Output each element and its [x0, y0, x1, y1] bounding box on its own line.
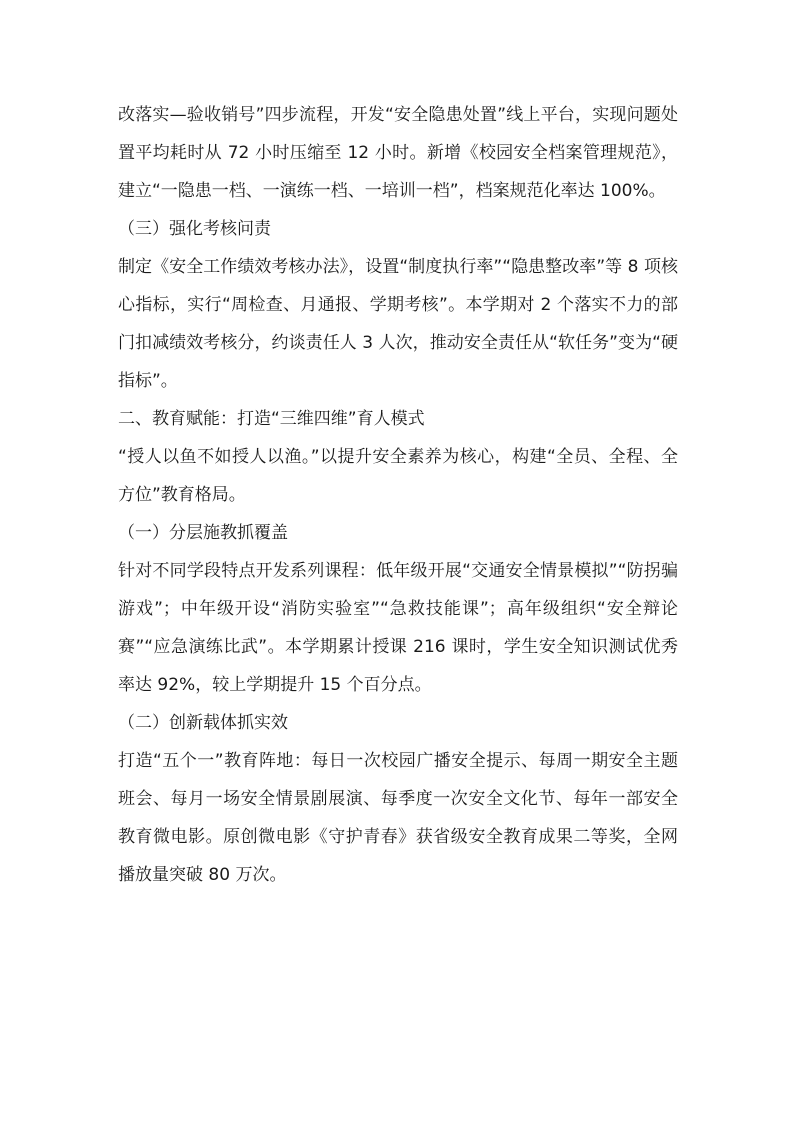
paragraph-body: 改落实—验收销号”四步流程，开发“安全隐患处置”线上平台，实现问题处置平均耗时从 72 小时压缩至 12 小时。新增《校园安全档案管理规范》，建立“一隐患一档、一演练一档、一培训一档”，档案规范化率达 100%。 [118, 105, 678, 201]
section-heading: 二、教育赋能：打造“三维四维”育人模式 [118, 409, 425, 429]
paragraph-body: 打造“五个一”教育阵地：每日一次校园广播安全提示、每周一期安全主题班会、每月一场安全情景剧展演、每季度一次安全文化节、每年一部安全教育微电影。原创微电影《守护青春》获省级安全教育成果二等奖，全网播放量突破 80 万次。 [118, 751, 678, 885]
section-heading: （二）创新载体抓实效 [118, 713, 288, 733]
document-body [118, 96, 678, 894]
section-heading: （一）分层施教抓覆盖 [118, 523, 288, 543]
section-heading: （三）强化考核问责 [118, 219, 271, 239]
paragraph-body: 制定《安全工作绩效考核办法》，设置“制度执行率”“隐患整改率”等 8 项核心指标，实行“周检查、月通报、学期考核”。本学期对 2 个落实不力的部门扣减绩效考核分，约谈责任人 3 人次，推动安全责任从“软任务”变为“硬指标”。 [118, 257, 678, 391]
paragraph-body: “授人以鱼不如授人以渔。”以提升安全素养为核心，构建“全员、全程、全方位”教育格局。 [118, 447, 678, 505]
paragraph-body: 针对不同学段特点开发系列课程：低年级开展“交通安全情景模拟”“防拐骗游戏”；中年级开设“消防实验室”“急救技能课”；高年级组织“安全辩论赛”“应急演练比武”。本学期累计授课 216 课时，学生安全知识测试优秀率达 92%，较上学期提升 15 个百分点。 [118, 561, 678, 695]
